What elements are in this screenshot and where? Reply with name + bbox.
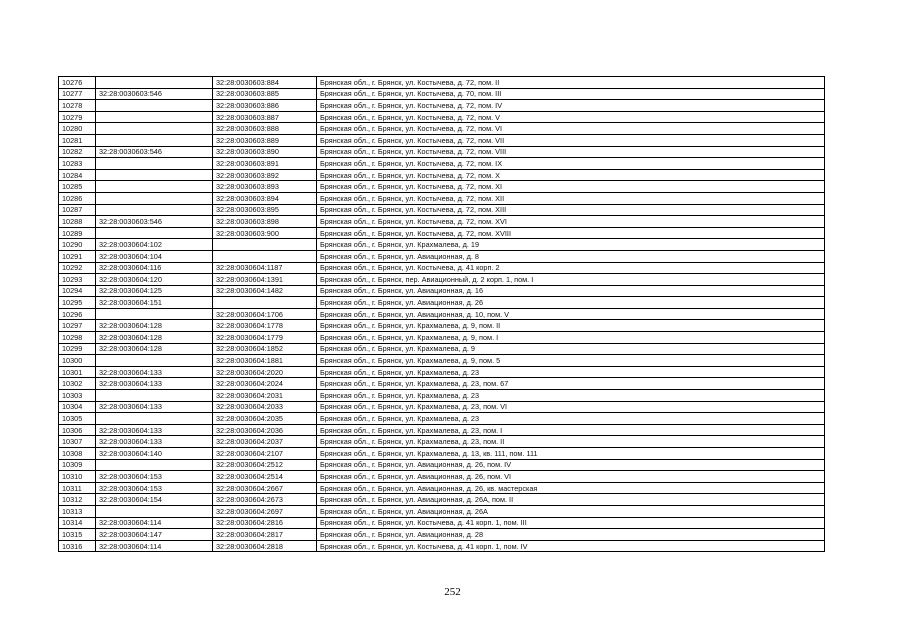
row-number-cell: 10289 [59, 227, 96, 239]
object-number-cell: 32:28:0030603:884 [213, 77, 317, 89]
registry-table-body [59, 77, 825, 552]
land-plot-number-cell: 32:28:0030604:128 [96, 343, 213, 355]
table-row [59, 274, 825, 286]
object-number-cell: 32:28:0030604:2020 [213, 366, 317, 378]
table-row [59, 123, 825, 135]
address-cell: Брянская обл., г. Брянск, ул. Костычева, д. 72, пом. XVIII [317, 227, 825, 239]
table-row [59, 100, 825, 112]
table-row [59, 494, 825, 506]
row-number-cell: 10282 [59, 146, 96, 158]
land-plot-number-cell [96, 111, 213, 123]
land-plot-number-cell: 32:28:0030603:546 [96, 88, 213, 100]
row-number-cell: 10305 [59, 413, 96, 425]
object-number-cell: 32:28:0030603:900 [213, 227, 317, 239]
object-number-cell: 32:28:0030604:2697 [213, 505, 317, 517]
object-number-cell: 32:28:0030603:891 [213, 158, 317, 170]
object-number-cell: 32:28:0030603:892 [213, 169, 317, 181]
table-row [59, 378, 825, 390]
row-number-cell: 10309 [59, 459, 96, 471]
row-number-cell: 10316 [59, 540, 96, 552]
object-number-cell: 32:28:0030604:2031 [213, 390, 317, 402]
table-row [59, 134, 825, 146]
address-cell: Брянская обл., г. Брянск, ул. Костычева, д. 72, пом. XIII [317, 204, 825, 216]
land-plot-number-cell [96, 100, 213, 112]
address-cell: Брянская обл., г. Брянск, ул. Костычева, д. 72, пом. VII [317, 134, 825, 146]
address-cell: Брянская обл., г. Брянск, ул. Костычева, д. 41 корп. 2 [317, 262, 825, 274]
object-number-cell: 32:28:0030604:1706 [213, 308, 317, 320]
object-number-cell: 32:28:0030604:2024 [213, 378, 317, 390]
land-plot-number-cell: 32:28:0030604:104 [96, 250, 213, 262]
address-cell: Брянская обл., г. Брянск, ул. Крахмалева, д. 9 [317, 343, 825, 355]
page-number: 252 [444, 586, 461, 598]
table-row [59, 343, 825, 355]
row-number-cell: 10308 [59, 448, 96, 460]
land-plot-number-cell: 32:28:0030604:120 [96, 274, 213, 286]
table-row [59, 216, 825, 228]
object-number-cell: 32:28:0030604:2036 [213, 424, 317, 436]
table-row [59, 482, 825, 494]
row-number-cell: 10313 [59, 505, 96, 517]
land-plot-number-cell: 32:28:0030604:153 [96, 471, 213, 483]
object-number-cell: 32:28:0030603:890 [213, 146, 317, 158]
land-plot-number-cell: 32:28:0030604:114 [96, 517, 213, 529]
land-plot-number-cell: 32:28:0030604:125 [96, 285, 213, 297]
land-plot-number-cell: 32:28:0030604:140 [96, 448, 213, 460]
registry-table [58, 76, 825, 552]
object-number-cell: 32:28:0030604:2107 [213, 448, 317, 460]
row-number-cell: 10293 [59, 274, 96, 286]
table-row [59, 505, 825, 517]
land-plot-number-cell [96, 459, 213, 471]
row-number-cell: 10301 [59, 366, 96, 378]
land-plot-number-cell [96, 77, 213, 89]
row-number-cell: 10300 [59, 355, 96, 367]
address-cell: Брянская обл., г. Брянск, ул. Авиационная, д. 26, пом. VI [317, 471, 825, 483]
row-number-cell: 10310 [59, 471, 96, 483]
object-number-cell: 32:28:0030604:2673 [213, 494, 317, 506]
address-cell: Брянская обл., г. Брянск, ул. Авиационная, д. 8 [317, 250, 825, 262]
table-row [59, 413, 825, 425]
object-number-cell [213, 297, 317, 309]
address-cell: Брянская обл., г. Брянск, ул. Крахмалева, д. 23, пом. VI [317, 401, 825, 413]
table-row [59, 529, 825, 541]
row-number-cell: 10294 [59, 285, 96, 297]
land-plot-number-cell: 32:28:0030604:114 [96, 540, 213, 552]
table-row [59, 204, 825, 216]
object-number-cell: 32:28:0030604:2816 [213, 517, 317, 529]
address-cell: Брянская обл., г. Брянск, ул. Авиационная, д. 16 [317, 285, 825, 297]
row-number-cell: 10279 [59, 111, 96, 123]
table-row [59, 448, 825, 460]
table-row [59, 111, 825, 123]
row-number-cell: 10291 [59, 250, 96, 262]
address-cell: Брянская обл., г. Брянск, ул. Костычева, д. 72, пом. VI [317, 123, 825, 135]
table-row [59, 540, 825, 552]
land-plot-number-cell: 32:28:0030604:128 [96, 332, 213, 344]
address-cell: Брянская обл., г. Брянск, ул. Авиационная, д. 26А [317, 505, 825, 517]
row-number-cell: 10283 [59, 158, 96, 170]
object-number-cell: 32:28:0030604:1779 [213, 332, 317, 344]
land-plot-number-cell [96, 413, 213, 425]
row-number-cell: 10312 [59, 494, 96, 506]
object-number-cell: 32:28:0030603:895 [213, 204, 317, 216]
table-row [59, 459, 825, 471]
object-number-cell: 32:28:0030603:887 [213, 111, 317, 123]
land-plot-number-cell: 32:28:0030603:546 [96, 146, 213, 158]
land-plot-number-cell: 32:28:0030604:133 [96, 401, 213, 413]
row-number-cell: 10296 [59, 308, 96, 320]
land-plot-number-cell: 32:28:0030604:153 [96, 482, 213, 494]
row-number-cell: 10290 [59, 239, 96, 251]
object-number-cell: 32:28:0030604:2037 [213, 436, 317, 448]
row-number-cell: 10299 [59, 343, 96, 355]
land-plot-number-cell: 32:28:0030604:116 [96, 262, 213, 274]
row-number-cell: 10314 [59, 517, 96, 529]
table-row [59, 517, 825, 529]
object-number-cell: 32:28:0030604:2667 [213, 482, 317, 494]
table-row [59, 250, 825, 262]
object-number-cell: 32:28:0030604:2514 [213, 471, 317, 483]
object-number-cell: 32:28:0030604:1391 [213, 274, 317, 286]
address-cell: Брянская обл., г. Брянск, ул. Костычева, д. 72, пом. X [317, 169, 825, 181]
object-number-cell [213, 239, 317, 251]
table-row [59, 169, 825, 181]
object-number-cell: 32:28:0030604:1482 [213, 285, 317, 297]
table-row [59, 181, 825, 193]
table-row [59, 390, 825, 402]
address-cell: Брянская обл., г. Брянск, ул. Авиационная, д. 10, пом. V [317, 308, 825, 320]
land-plot-number-cell [96, 505, 213, 517]
land-plot-number-cell: 32:28:0030604:133 [96, 378, 213, 390]
table-row [59, 77, 825, 89]
land-plot-number-cell: 32:28:0030604:133 [96, 366, 213, 378]
address-cell: Брянская обл., г. Брянск, ул. Крахмалева, д. 9, пом. 5 [317, 355, 825, 367]
address-cell: Брянская обл., г. Брянск, ул. Крахмалева, д. 19 [317, 239, 825, 251]
table-row [59, 401, 825, 413]
table-row [59, 332, 825, 344]
table-row [59, 192, 825, 204]
object-number-cell [213, 250, 317, 262]
object-number-cell: 32:28:0030603:886 [213, 100, 317, 112]
address-cell: Брянская обл., г. Брянск, ул. Авиационная, д. 28 [317, 529, 825, 541]
land-plot-number-cell: 32:28:0030604:147 [96, 529, 213, 541]
row-number-cell: 10286 [59, 192, 96, 204]
row-number-cell: 10297 [59, 320, 96, 332]
address-cell: Брянская обл., г. Брянск, ул. Крахмалева, д. 23 [317, 390, 825, 402]
address-cell: Брянская обл., г. Брянск, ул. Крахмалева, д. 23, пом. I [317, 424, 825, 436]
land-plot-number-cell [96, 227, 213, 239]
row-number-cell: 10306 [59, 424, 96, 436]
object-number-cell: 32:28:0030603:889 [213, 134, 317, 146]
address-cell: Брянская обл., г. Брянск, ул. Костычева, д. 72, пом. V [317, 111, 825, 123]
table-row [59, 424, 825, 436]
land-plot-number-cell [96, 355, 213, 367]
table-row [59, 262, 825, 274]
object-number-cell: 32:28:0030604:2512 [213, 459, 317, 471]
address-cell: Брянская обл., г. Брянск, ул. Костычева, д. 72, пом. VIII [317, 146, 825, 158]
address-cell: Брянская обл., г. Брянск, ул. Крахмалева, д. 23, пом. 67 [317, 378, 825, 390]
object-number-cell: 32:28:0030604:2035 [213, 413, 317, 425]
land-plot-number-cell [96, 308, 213, 320]
address-cell: Брянская обл., г. Брянск, ул. Авиационная, д. 26 [317, 297, 825, 309]
land-plot-number-cell [96, 134, 213, 146]
table-row [59, 158, 825, 170]
address-cell: Брянская обл., г. Брянск, ул. Крахмалева, д. 9, пом. II [317, 320, 825, 332]
row-number-cell: 10278 [59, 100, 96, 112]
address-cell: Брянская обл., г. Брянск, ул. Крахмалева, д. 23 [317, 413, 825, 425]
address-cell: Брянская обл., г. Брянск, ул. Костычева, д. 72, пом. IV [317, 100, 825, 112]
table-row [59, 308, 825, 320]
address-cell: Брянская обл., г. Брянск, ул. Крахмалева, д. 9, пом. I [317, 332, 825, 344]
table-row [59, 320, 825, 332]
row-number-cell: 10288 [59, 216, 96, 228]
object-number-cell: 32:28:0030603:893 [213, 181, 317, 193]
table-row [59, 88, 825, 100]
object-number-cell: 32:28:0030603:898 [213, 216, 317, 228]
object-number-cell: 32:28:0030604:1881 [213, 355, 317, 367]
table-row [59, 285, 825, 297]
address-cell: Брянская обл., г. Брянск, пер. Авиационный, д. 2 корп. 1, пом. I [317, 274, 825, 286]
row-number-cell: 10285 [59, 181, 96, 193]
address-cell: Брянская обл., г. Брянск, ул. Крахмалева, д. 23 [317, 366, 825, 378]
land-plot-number-cell: 32:28:0030604:154 [96, 494, 213, 506]
land-plot-number-cell [96, 181, 213, 193]
land-plot-number-cell: 32:28:0030604:133 [96, 424, 213, 436]
table-row [59, 366, 825, 378]
row-number-cell: 10315 [59, 529, 96, 541]
row-number-cell: 10280 [59, 123, 96, 135]
land-plot-number-cell [96, 204, 213, 216]
row-number-cell: 10284 [59, 169, 96, 181]
land-plot-number-cell: 32:28:0030604:102 [96, 239, 213, 251]
land-plot-number-cell: 32:28:0030604:151 [96, 297, 213, 309]
table-row [59, 436, 825, 448]
address-cell: Брянская обл., г. Брянск, ул. Костычева, д. 72, пом. IX [317, 158, 825, 170]
row-number-cell: 10276 [59, 77, 96, 89]
address-cell: Брянская обл., г. Брянск, ул. Крахмалева, д. 13, кв. 111, пом. 111 [317, 448, 825, 460]
object-number-cell: 32:28:0030604:2033 [213, 401, 317, 413]
address-cell: Брянская обл., г. Брянск, ул. Костычева, д. 41 корп. 1, пом. IV [317, 540, 825, 552]
land-plot-number-cell [96, 123, 213, 135]
object-number-cell: 32:28:0030603:894 [213, 192, 317, 204]
land-plot-number-cell [96, 158, 213, 170]
table-row [59, 471, 825, 483]
object-number-cell: 32:28:0030604:1778 [213, 320, 317, 332]
row-number-cell: 10277 [59, 88, 96, 100]
address-cell: Брянская обл., г. Брянск, ул. Костычева, д. 72, пом. II [317, 77, 825, 89]
address-cell: Брянская обл., г. Брянск, ул. Авиационная, д. 26А, пом. II [317, 494, 825, 506]
address-cell: Брянская обл., г. Брянск, ул. Авиационная, д. 26, кв. мастерская [317, 482, 825, 494]
address-cell: Брянская обл., г. Брянск, ул. Костычева, д. 41 корп. 1, пом. III [317, 517, 825, 529]
object-number-cell: 32:28:0030604:2817 [213, 529, 317, 541]
address-cell: Брянская обл., г. Брянск, ул. Костычева, д. 70, пом. III [317, 88, 825, 100]
row-number-cell: 10287 [59, 204, 96, 216]
address-cell: Брянская обл., г. Брянск, ул. Авиационная, д. 26, пом. IV [317, 459, 825, 471]
land-plot-number-cell [96, 169, 213, 181]
land-plot-number-cell: 32:28:0030604:128 [96, 320, 213, 332]
row-number-cell: 10302 [59, 378, 96, 390]
row-number-cell: 10311 [59, 482, 96, 494]
object-number-cell: 32:28:0030604:1187 [213, 262, 317, 274]
land-plot-number-cell [96, 390, 213, 402]
address-cell: Брянская обл., г. Брянск, ул. Костычева, д. 72, пом. XVI [317, 216, 825, 228]
row-number-cell: 10303 [59, 390, 96, 402]
object-number-cell: 32:28:0030603:885 [213, 88, 317, 100]
row-number-cell: 10304 [59, 401, 96, 413]
row-number-cell: 10307 [59, 436, 96, 448]
address-cell: Брянская обл., г. Брянск, ул. Костычева, д. 72, пом. XII [317, 192, 825, 204]
table-row [59, 355, 825, 367]
address-cell: Брянская обл., г. Брянск, ул. Костычева, д. 72, пом. XI [317, 181, 825, 193]
land-plot-number-cell [96, 192, 213, 204]
row-number-cell: 10292 [59, 262, 96, 274]
land-plot-number-cell: 32:28:0030603:546 [96, 216, 213, 228]
row-number-cell: 10281 [59, 134, 96, 146]
table-row [59, 227, 825, 239]
table-row [59, 239, 825, 251]
address-cell: Брянская обл., г. Брянск, ул. Крахмалева, д. 23, пом. II [317, 436, 825, 448]
table-row [59, 297, 825, 309]
row-number-cell: 10298 [59, 332, 96, 344]
table-row [59, 146, 825, 158]
row-number-cell: 10295 [59, 297, 96, 309]
object-number-cell: 32:28:0030604:2818 [213, 540, 317, 552]
object-number-cell: 32:28:0030604:1852 [213, 343, 317, 355]
land-plot-number-cell: 32:28:0030604:133 [96, 436, 213, 448]
object-number-cell: 32:28:0030603:888 [213, 123, 317, 135]
